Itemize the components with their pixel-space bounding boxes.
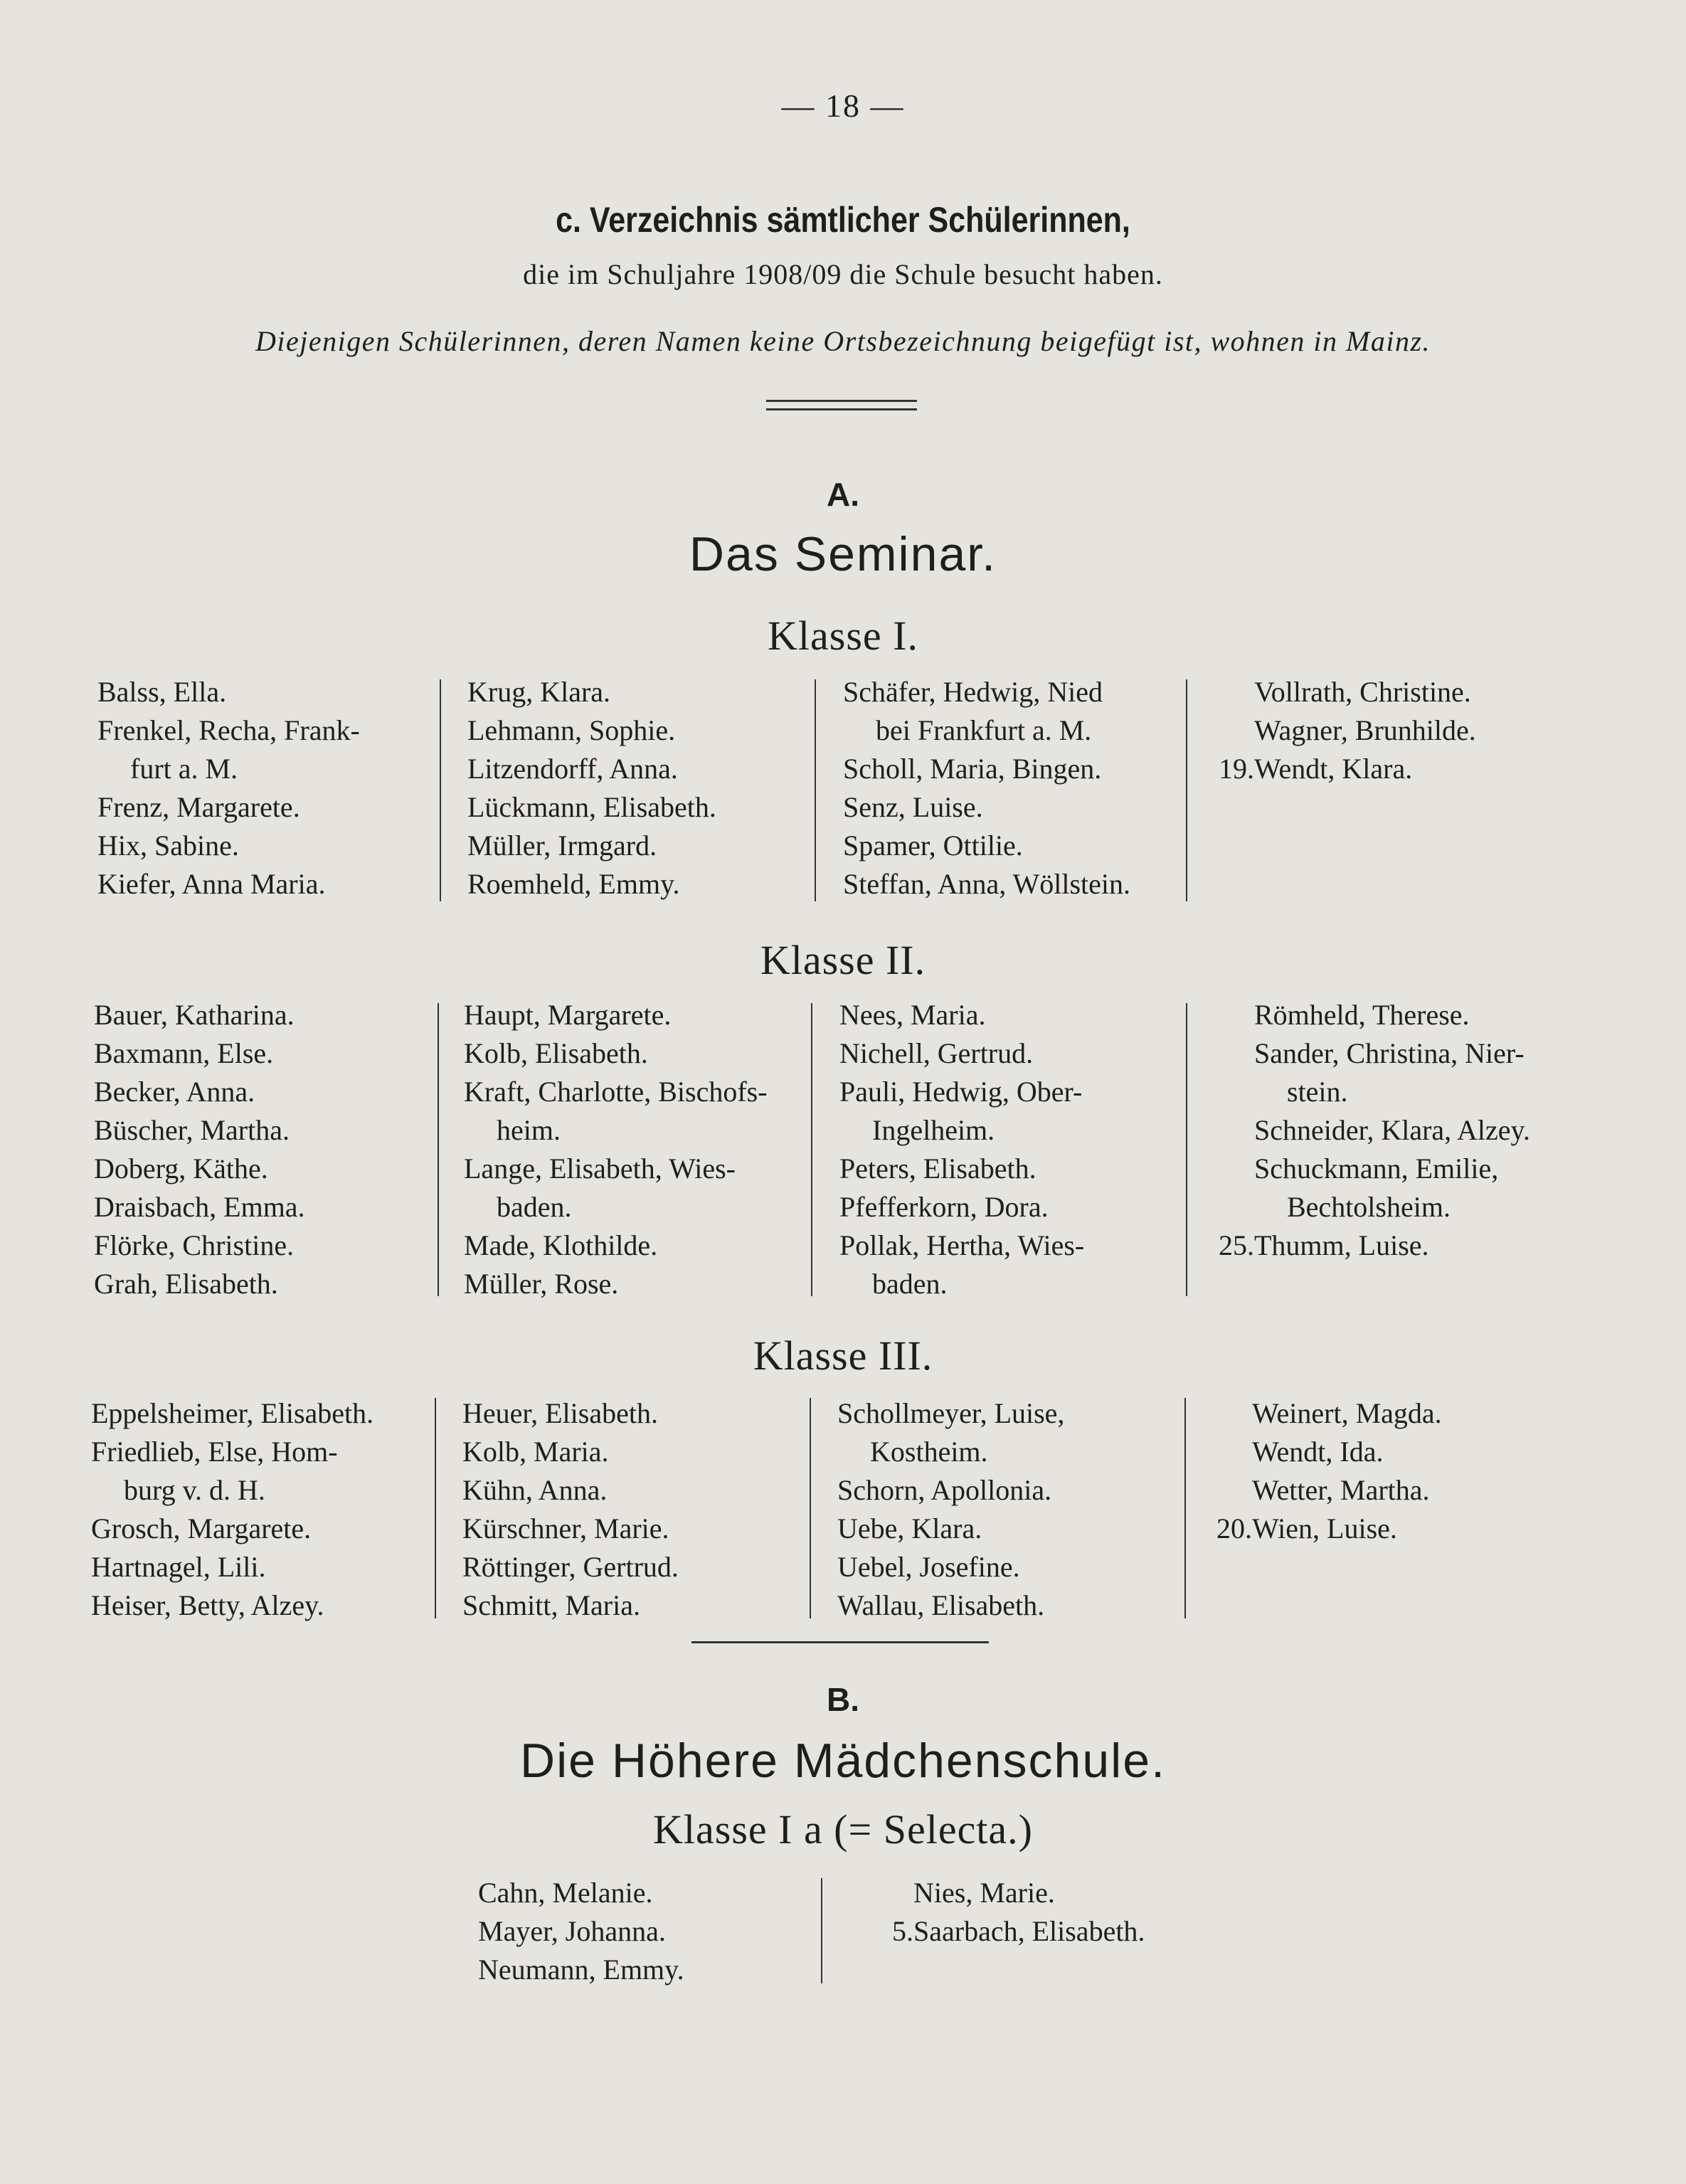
student-name: Frenz, Margarete. xyxy=(97,791,300,823)
student-name: Uebel, Josefine. xyxy=(837,1551,1020,1583)
klasse-1a-heading: Klasse I a (= Selecta.) xyxy=(653,1806,1033,1852)
class-count: 5. xyxy=(892,1915,913,1947)
student-name-continued: burg v. d. H. xyxy=(124,1474,265,1506)
student-name: Heuer, Elisabeth. xyxy=(462,1397,658,1429)
section-b-letter: B. xyxy=(827,1681,859,1718)
klasse-1a-column-1 xyxy=(478,1874,684,1989)
student-name: Vollrath, Christine. xyxy=(1254,676,1471,708)
student-name-continued: baden. xyxy=(497,1191,572,1223)
student-name: Lange, Elisabeth, Wies- xyxy=(464,1152,736,1184)
klasse-3-heading: Klasse III. xyxy=(753,1332,933,1379)
student-name: Schmitt, Maria. xyxy=(462,1589,640,1621)
klasse-3-column-2 xyxy=(462,1394,679,1625)
student-name: Doberg, Käthe. xyxy=(94,1152,268,1184)
student-name: Schuckmann, Emilie, xyxy=(1254,1152,1499,1184)
column-divider xyxy=(815,679,816,901)
klasse-1a-column-2 xyxy=(892,1874,1145,1951)
klasse-1-column-4 xyxy=(1219,673,1476,788)
student-name: Sander, Christina, Nier- xyxy=(1254,1037,1525,1069)
student-name: Bauer, Katharina. xyxy=(94,999,295,1031)
student-name-final: 5.Saarbach, Elisabeth. xyxy=(913,1912,1145,1951)
student-name: Steffan, Anna, Wöllstein. xyxy=(843,868,1131,900)
student-name-continued: heim. xyxy=(497,1114,561,1146)
student-name: Lehmann, Sophie. xyxy=(467,714,676,746)
student-name: Friedlieb, Else, Hom- xyxy=(91,1436,338,1468)
student-name: Nies, Marie. xyxy=(913,1877,1055,1909)
column-divider xyxy=(440,679,441,901)
student-name: Weinert, Magda. xyxy=(1252,1397,1442,1429)
document-heading: c. Verzeichnis sämtlicher Schülerinnen, xyxy=(556,200,1130,240)
student-name: Peters, Elisabeth. xyxy=(839,1152,1036,1184)
student-name-continued: stein. xyxy=(1287,1076,1348,1108)
student-name: Flörke, Christine. xyxy=(94,1229,295,1261)
student-name: Kolb, Maria. xyxy=(462,1436,609,1468)
column-divider xyxy=(1186,679,1187,901)
student-name: Kolb, Elisabeth. xyxy=(464,1037,648,1069)
student-name: Becker, Anna. xyxy=(94,1076,255,1108)
student-name: Nichell, Gertrud. xyxy=(839,1037,1034,1069)
class-count: 19. xyxy=(1219,753,1254,785)
student-name: Eppelsheimer, Elisabeth. xyxy=(91,1397,374,1429)
student-name: Spamer, Ottilie. xyxy=(843,829,1023,862)
class-count: 25. xyxy=(1219,1229,1254,1261)
student-name-continued: Kostheim. xyxy=(870,1436,988,1468)
page-number: — 18 — xyxy=(781,88,905,124)
student-name: Heiser, Betty, Alzey. xyxy=(91,1589,324,1621)
column-divider xyxy=(1184,1398,1186,1618)
student-name: Kürschner, Marie. xyxy=(462,1512,669,1544)
klasse-3-column-3 xyxy=(837,1394,1064,1625)
student-name: Neumann, Emmy. xyxy=(478,1954,684,1986)
student-name: Römheld, Therese. xyxy=(1254,999,1470,1031)
student-name-continued: baden. xyxy=(872,1268,948,1300)
section-a-letter: A. xyxy=(827,476,859,513)
student-name: Haupt, Margarete. xyxy=(464,999,672,1031)
student-name: Wendt, Ida. xyxy=(1252,1436,1384,1468)
student-name: Uebe, Klara. xyxy=(837,1512,982,1544)
student-name: Röttinger, Gertrud. xyxy=(462,1551,679,1583)
klasse-1-column-3 xyxy=(843,673,1130,903)
document-subheading: die im Schuljahre 1908/09 die Schule besucht haben. xyxy=(523,258,1163,290)
klasse-2-column-1 xyxy=(94,996,305,1303)
column-divider xyxy=(435,1398,436,1618)
student-name: Litzendorff, Anna. xyxy=(467,753,678,785)
student-name: Schneider, Klara, Alzey. xyxy=(1254,1114,1530,1146)
residence-note: Diejenigen Schülerinnen, deren Namen keine Ortsbezeichnung beigefügt ist, wohnen in Mainz. xyxy=(255,325,1431,357)
student-name-continued: Bechtolsheim. xyxy=(1287,1191,1451,1223)
klasse-1-column-1 xyxy=(97,673,360,903)
klasse-1-column-2 xyxy=(467,673,716,903)
klasse-3-column-1 xyxy=(91,1394,373,1625)
student-name: Grah, Elisabeth. xyxy=(94,1268,278,1300)
column-divider xyxy=(1186,1003,1187,1296)
column-divider xyxy=(810,1398,811,1618)
student-name: Lückmann, Elisabeth. xyxy=(467,791,716,823)
student-name-final: 20.Wien, Luise. xyxy=(1252,1510,1442,1548)
student-name: Senz, Luise. xyxy=(843,791,983,823)
student-name: Frenkel, Recha, Frank- xyxy=(97,714,360,746)
student-name-continued: Ingelheim. xyxy=(872,1114,995,1146)
student-name: Mayer, Johanna. xyxy=(478,1915,666,1947)
student-name: Schollmeyer, Luise, xyxy=(837,1397,1065,1429)
klasse-2-column-2 xyxy=(464,996,768,1303)
section-a-title: Das Seminar. xyxy=(689,527,997,581)
student-name: Müller, Irmgard. xyxy=(467,829,657,862)
student-name: Grosch, Margarete. xyxy=(91,1512,312,1544)
column-divider xyxy=(811,1003,812,1296)
student-name: Made, Klothilde. xyxy=(464,1229,658,1261)
student-name: Pfefferkorn, Dora. xyxy=(839,1191,1049,1223)
student-name: Kühn, Anna. xyxy=(462,1474,608,1506)
student-name: Pollak, Hertha, Wies- xyxy=(839,1229,1085,1261)
student-name: Büscher, Martha. xyxy=(94,1114,290,1146)
klasse-3-column-4 xyxy=(1216,1394,1442,1548)
student-name: Nees, Maria. xyxy=(839,999,986,1031)
student-name: Krug, Klara. xyxy=(467,676,611,708)
class-count: 20. xyxy=(1216,1512,1252,1544)
student-name: Pauli, Hedwig, Ober- xyxy=(839,1076,1083,1108)
column-divider xyxy=(438,1003,439,1296)
student-name: Hartnagel, Lili. xyxy=(91,1551,266,1583)
student-name-final: 19.Wendt, Klara. xyxy=(1254,750,1476,788)
student-name-final: 25.Thumm, Luise. xyxy=(1254,1226,1530,1265)
student-name: Cahn, Melanie. xyxy=(478,1877,653,1909)
double-divider xyxy=(766,400,917,410)
student-name: Baxmann, Else. xyxy=(94,1037,274,1069)
student-name-continued: furt a. M. xyxy=(130,753,238,785)
klasse-1-heading: Klasse I. xyxy=(768,613,918,659)
student-name: Balss, Ella. xyxy=(97,676,227,708)
section-divider xyxy=(691,1641,989,1643)
student-name: Hix, Sabine. xyxy=(97,829,239,862)
klasse-2-heading: Klasse II. xyxy=(760,937,926,983)
student-name: Scholl, Maria, Bingen. xyxy=(843,753,1102,785)
student-name: Wetter, Martha. xyxy=(1252,1474,1430,1506)
student-name-continued: bei Frankfurt a. M. xyxy=(876,714,1092,746)
student-name: Müller, Rose. xyxy=(464,1268,619,1300)
student-name: Draisbach, Emma. xyxy=(94,1191,305,1223)
klasse-2-column-4 xyxy=(1219,996,1530,1265)
student-name: Kraft, Charlotte, Bischofs- xyxy=(464,1076,768,1108)
section-b-title: Die Höhere Mädchenschule. xyxy=(519,1734,1167,1788)
student-name: Kiefer, Anna Maria. xyxy=(97,868,326,900)
column-divider xyxy=(821,1878,822,1983)
student-name: Schorn, Apollonia. xyxy=(837,1474,1052,1506)
student-name: Roemheld, Emmy. xyxy=(467,868,680,900)
student-name: Schäfer, Hedwig, Nied xyxy=(843,676,1103,708)
student-name: Wallau, Elisabeth. xyxy=(837,1589,1045,1621)
klasse-2-column-3 xyxy=(839,996,1084,1303)
student-name: Wagner, Brunhilde. xyxy=(1254,714,1476,746)
